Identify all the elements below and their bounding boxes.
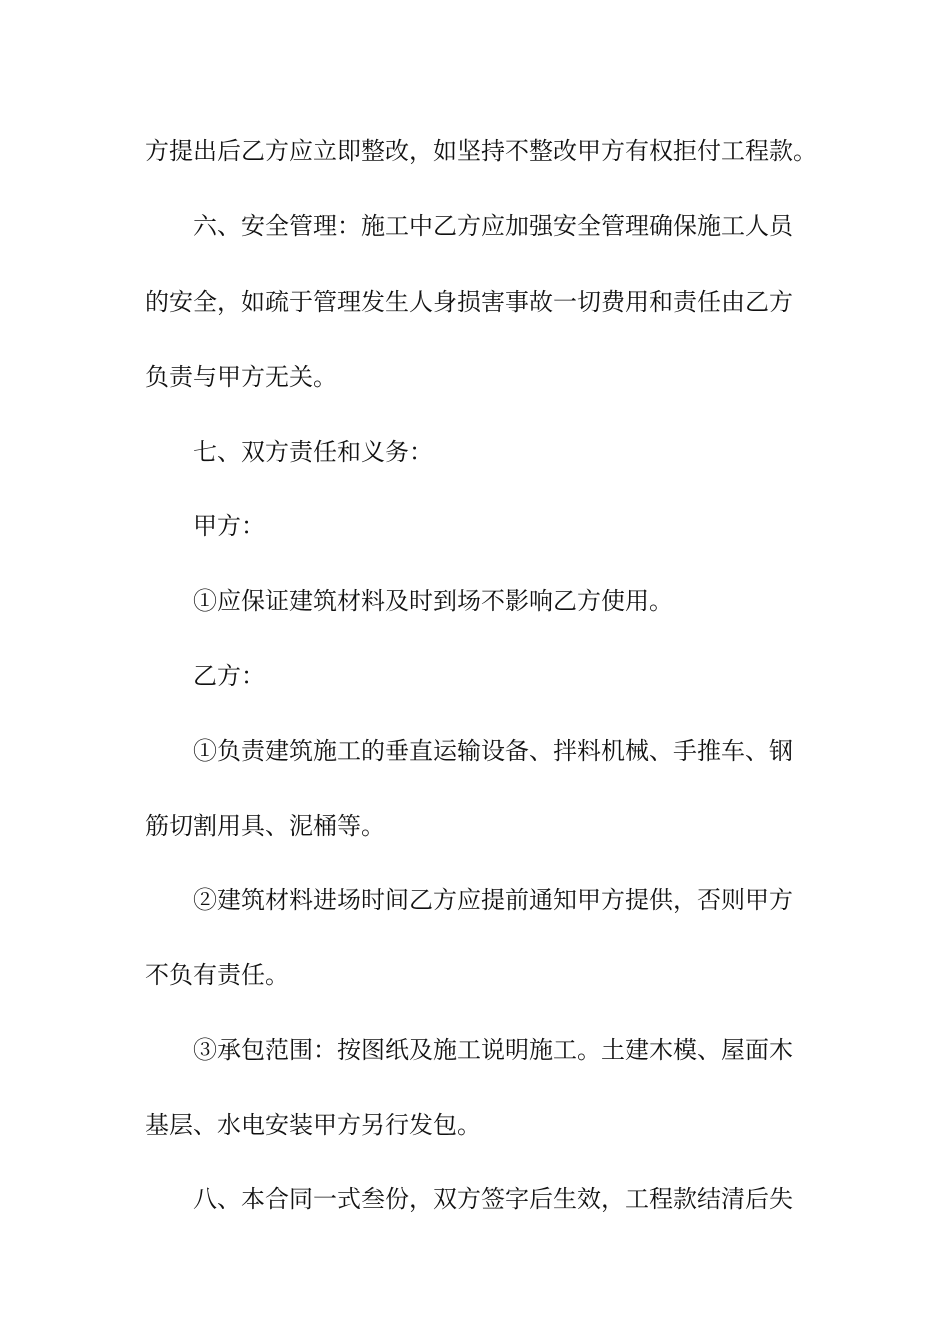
text-line: 方提出后乙方应立即整改，如坚持不整改甲方有权拒付工程款。 (145, 137, 817, 165)
text-line: 乙方： (193, 662, 265, 690)
text-line: 甲方： (193, 512, 265, 540)
text-line: 的安全，如疏于管理发生人身损害事故一切费用和责任由乙方 (145, 288, 793, 316)
text-line: ②建筑材料进场时间乙方应提前通知甲方提供，否则甲方 (193, 886, 793, 914)
text-line: 基层、水电安装甲方另行发包。 (145, 1111, 481, 1139)
text-line: 八、本合同一式叁份，双方签字后生效，工程款结清后失 (193, 1185, 793, 1213)
text-line: 负责与甲方无关。 (145, 363, 337, 391)
text-line: 不负有责任。 (145, 961, 289, 989)
text-line: ①应保证建筑材料及时到场不影响乙方使用。 (193, 587, 673, 615)
text-line: 七、双方责任和义务： (193, 438, 433, 466)
text-line: 六、安全管理：施工中乙方应加强安全管理确保施工人员 (193, 212, 793, 240)
text-line: ③承包范围：按图纸及施工说明施工。土建木模、屋面木 (193, 1036, 793, 1064)
text-line: ①负责建筑施工的垂直运输设备、拌料机械、手推车、钢 (193, 737, 793, 765)
text-line: 筋切割用具、泥桶等。 (145, 812, 385, 840)
